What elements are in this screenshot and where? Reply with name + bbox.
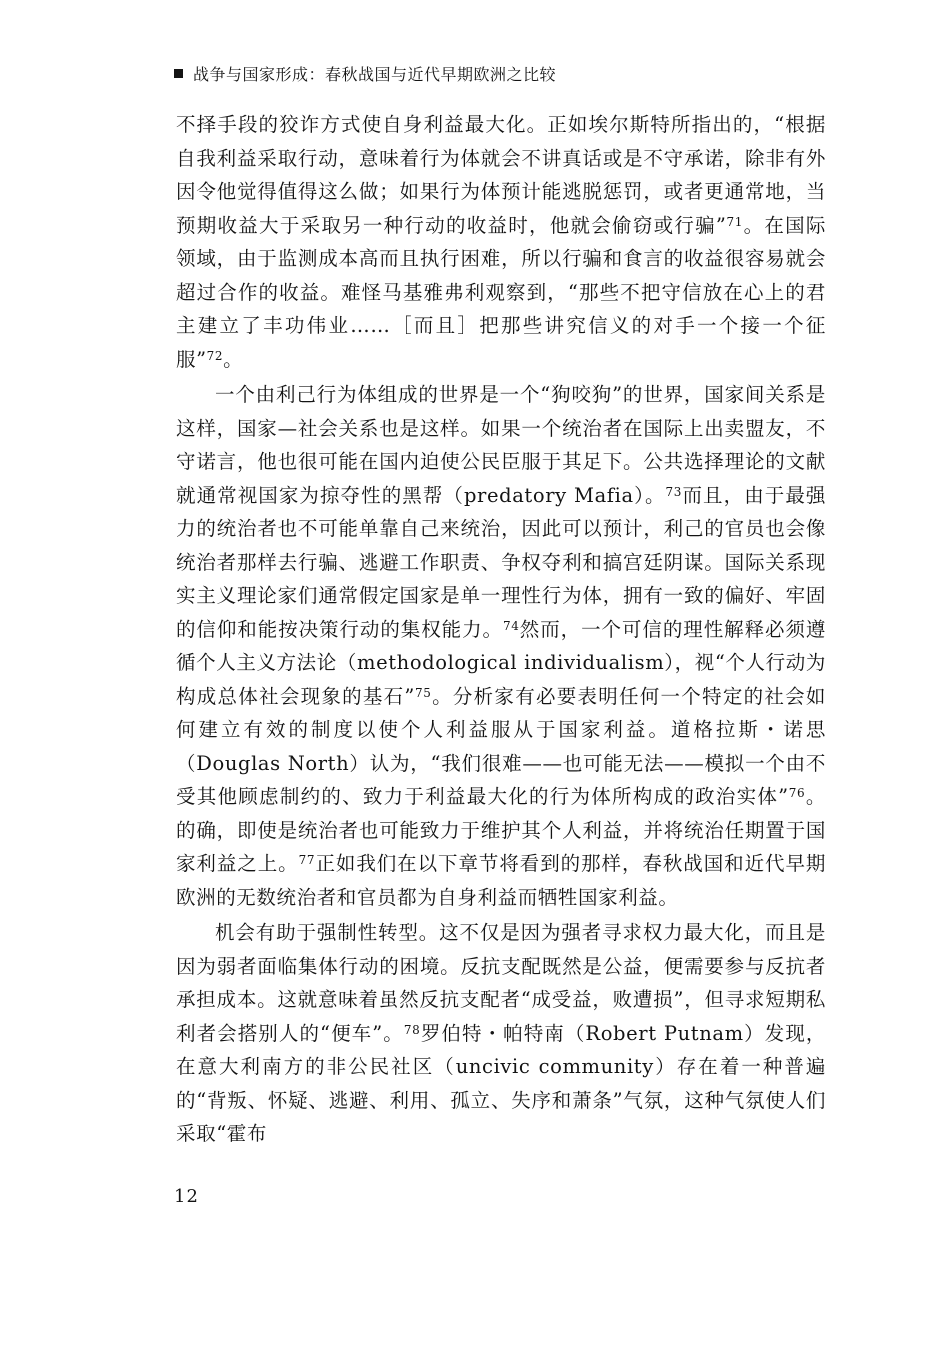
body-text	[176, 108, 826, 1151]
footnote-ref: 74	[502, 618, 520, 633]
paragraph	[176, 916, 826, 1151]
text-run: 不择手段的狡诈方式使自身利益最大化。正如埃尔斯特所指出的，“根据自我利益采取行动，意味着行为体就会不讲真话或是不守承诺，除非有外因令他觉得值得这么做；如果行为体预计能逃脱惩罚，或者更通常地，当预期收益大于采取另一种行动的收益时，他就会偷窃或行骗”	[176, 113, 826, 237]
text-run: 一个由利己行为体组成的世界是一个“狗咬狗”的世界，国家间关系是这样，国家—社会关系也是这样。如果一个统治者在国际上出卖盟友，不守诺言，他也很可能在国内迫使公民臣服于其足下。公共选择理论的文献就通常视国家为掠夺性的黑帮（predatory Mafia）。	[176, 383, 826, 507]
text-run: 罗伯特・帕特南（Robert Putnam）发现，在意大利南方的非公民社区（uncivic community）存在着一种普遍的“背叛、怀疑、逃避、利用、孤立、失序和萧条”气氛，这种气氛使人们采取“霍布	[176, 1021, 826, 1145]
running-head	[174, 62, 556, 85]
footnote-ref: 76	[788, 786, 806, 800]
text-run: 然而，一个可信的理性解释必须遵循个人主义方法论（methodological individualism），视“个人行动为构成总体社会现象的基石”	[176, 617, 826, 708]
footnote-ref: 75	[414, 685, 432, 700]
paragraph	[176, 108, 826, 376]
page-number: 12	[174, 1186, 199, 1207]
footnote-ref: 78	[403, 1022, 421, 1037]
running-head-title: 战争与国家形成：春秋战国与近代早期欧洲之比较	[193, 65, 557, 84]
footnote-ref: 77	[298, 853, 316, 867]
footnote-ref: 73	[665, 484, 683, 499]
square-bullet-icon	[174, 69, 183, 78]
text-run: 。分析家有必要表明任何一个特定的社会如何建立有效的制度以使个人利益服从于国家利益。道格拉斯・诺思（Douglas North）认为，“我们很难——也可能无法——模拟一个由不受其他顾虑制约的、致力于利益最大化的行为体所构成的政治实体”	[176, 684, 826, 808]
text-run: 。	[223, 347, 244, 371]
paragraph	[176, 378, 826, 914]
footnote-ref: 71	[726, 214, 743, 229]
text-run: 。的确，即使是统治者也可能致力于维护其个人利益，并将统治任期置于国家利益之上。	[176, 785, 826, 875]
text-run: 而且，由于最强力的统治者也不可能单靠自己来统治，因此可以预计，利己的官员也会像统治者那样去行骗、逃避工作职责、争权夺利和搞宫廷阴谋。国际关系现实主义理论家们通常假定国家是单一理性行为体，拥有一致的偏好、牢固的信仰和能按决策行动的集权能力。	[176, 483, 826, 641]
text-run: 。在国际领域，由于监测成本高而且执行困难，所以行骗和食言的收益很容易就会超过合作的收益。难怪马基雅弗利观察到，“那些不把守信放在心上的君主建立了丰功伟业……［而且］把那些讲究信义的对手一个接一个征服”	[176, 213, 826, 371]
text-run: 机会有助于强制性转型。这不仅是因为强者寻求权力最大化，而且是因为弱者面临集体行动的困境。反抗支配既然是公益，便需要参与反抗者承担成本。这就意味着虽然反抗支配者“成受益，败遭损”，但寻求短期私利者会搭别人的“便车”。	[176, 921, 826, 1045]
text-run: 正如我们在以下章节将看到的那样，春秋战国和近代早期欧洲的无数统治者和官员都为自身利益而牺牲国家利益。	[176, 852, 826, 909]
footnote-ref: 72	[206, 348, 224, 363]
